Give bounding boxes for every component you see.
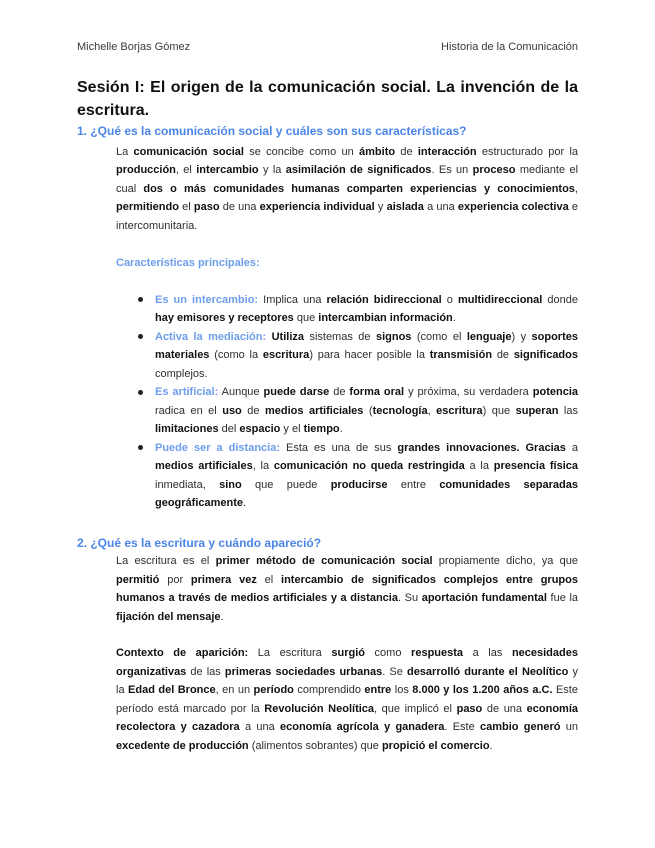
bullet-item [116, 291, 578, 328]
bold-text-run: cambio generó [480, 721, 561, 733]
bold-text-run: fijación del mensaje [116, 610, 221, 623]
text-run: a una [423, 201, 458, 213]
bold-text-run: aportación fundamental [421, 592, 547, 604]
document-header [77, 39, 578, 55]
text-run: . [220, 610, 224, 623]
bold-text-run: hay emisores y receptores [155, 312, 294, 324]
bold-text-run: puede darse [263, 386, 330, 398]
text-run: de las [186, 665, 225, 678]
bold-text-run: permitió [116, 573, 160, 586]
course-title: Historia de la Comunicación [441, 41, 578, 53]
text-run: La escritura [248, 647, 332, 659]
text-run: del [218, 423, 240, 435]
text-run: . Su [397, 592, 422, 604]
document-body [77, 76, 578, 755]
bold-text-run: experiencia colectiva [457, 201, 569, 213]
text-run: los [391, 684, 413, 696]
text-run: a una [239, 721, 280, 733]
text-run: por [159, 573, 191, 586]
text-run: inmediata, [155, 478, 220, 491]
text-run: de [241, 404, 265, 417]
bold-text-run: proceso [472, 164, 516, 176]
text-run: La escritura es el [116, 555, 216, 567]
bold-text-run: primer método de comunicación social [215, 555, 433, 567]
text-run: de [329, 386, 350, 398]
bold-text-run: signos [375, 330, 412, 343]
bold-text-run: espacio [239, 423, 281, 435]
text-run: , que implicó el [374, 702, 457, 715]
bold-text-run: tiempo [303, 423, 340, 435]
bullet-label: Activa la mediación: [155, 330, 267, 343]
author-name: Michelle Borjas Gómez [77, 41, 191, 53]
bold-text-run: período [253, 684, 294, 696]
text-run: ) para hacer posible la [309, 349, 430, 361]
text-run: (alimentos sobrantes) que [248, 739, 382, 752]
text-run: radica en el [155, 404, 223, 417]
bullet-icon [138, 390, 143, 395]
bullet-icon [138, 445, 143, 450]
text-run: de una [219, 201, 260, 213]
text-run: , en un [215, 684, 254, 696]
bold-text-run: forma oral [349, 386, 405, 398]
text-run: fue la [546, 592, 579, 604]
text-run: Implica una [258, 293, 327, 306]
text-run: de [395, 145, 418, 158]
text-run: y la [116, 665, 578, 696]
text-run: ( [363, 404, 373, 417]
text-run: y el [280, 423, 304, 435]
bold-text-run: economía agrícola y ganadera [279, 721, 445, 733]
bullet-icon [138, 297, 143, 302]
bold-text-run: comunicación no queda restringida [273, 460, 465, 472]
bold-text-run: entre [364, 684, 392, 696]
bold-text-run: desarrolló durante el Neolítico [406, 665, 569, 678]
bold-text-run: necesidades organizativas [116, 647, 578, 678]
bold-text-run: aislada [386, 201, 424, 213]
text-run: Aunque [218, 386, 264, 398]
bold-text-run: 8.000 y los 1.200 años a.C. [412, 684, 553, 696]
text-run: propiamente dicho, ya que [432, 555, 578, 567]
text-run: Esta es una de sus [280, 441, 398, 454]
text-run: que puede [241, 478, 331, 491]
characteristics-subheading: Características principales: [116, 256, 260, 269]
text-run: a las [463, 647, 512, 659]
bold-text-run: economía recolectora y cazadora [116, 702, 578, 733]
bullet-item [116, 383, 578, 439]
bold-text-run: paso [193, 201, 220, 213]
bold-text-run: intercambian información [318, 312, 453, 324]
bold-text-run: potencia [532, 386, 578, 398]
bold-text-run: primera vez [190, 573, 257, 586]
bold-text-run: paso [456, 702, 483, 715]
bold-text-run: uso [222, 404, 242, 417]
text-run: a [565, 441, 578, 454]
text-run: . Este [444, 721, 481, 733]
bold-text-run: Contexto de aparición: [116, 647, 249, 659]
bold-text-run: surgió [331, 647, 365, 659]
bold-text-run: asimilación de significados [285, 164, 432, 176]
text-run: . [339, 423, 343, 435]
text-run: (como la [209, 349, 263, 361]
bold-text-run: dos o más comunidades humanas comparten experiencias y conocimientos [143, 182, 575, 195]
bold-text-run: lenguaje [466, 330, 512, 343]
bullet-icon [138, 334, 143, 339]
bold-text-run: respuesta [411, 647, 464, 659]
bold-text-run: Edad del Bronce [128, 684, 216, 696]
bold-text-run: medios artificiales [265, 404, 364, 417]
bold-text-run: grandes innovaciones. Gracias [397, 441, 566, 454]
text-run: y próxima, su verdadera [404, 386, 533, 398]
text-run: estructurado por la [476, 145, 578, 158]
bold-text-run: medios artificiales [155, 460, 253, 472]
bold-text-run: soportes materiales [155, 330, 578, 361]
text-run: como [364, 647, 412, 659]
text-run: comprendido [293, 684, 365, 696]
section-1-paragraph [116, 143, 578, 236]
text-run: , el [175, 164, 197, 176]
section-1-heading: 1. ¿Qué es la comunicación social y cuáles son sus características? [77, 124, 467, 138]
text-run: ) que [482, 404, 516, 417]
text-run: mediante el cual [116, 164, 579, 195]
text-run: un [560, 721, 578, 733]
text-run: que [293, 312, 319, 324]
text-run: de una [482, 702, 527, 715]
bold-text-run: multidireccional [457, 293, 543, 306]
bold-text-run: presencia física [493, 460, 578, 472]
text-run: . Es un [431, 164, 473, 176]
bold-text-run: ámbito [359, 145, 396, 158]
text-run: a la [464, 460, 494, 472]
bullet-label: Es artificial: [155, 386, 219, 398]
text-run: el [178, 201, 194, 213]
text-run: se concibe como un [243, 145, 360, 158]
bold-text-run: producción [116, 164, 176, 176]
text-run: , [427, 404, 437, 417]
bold-text-run: escritura [262, 349, 310, 361]
bold-text-run: permitiendo [116, 201, 179, 213]
bold-text-run: producirse [330, 478, 388, 491]
bold-text-run: relación bidireccional [326, 293, 442, 306]
text-run: donde [542, 293, 578, 306]
text-run: La [116, 145, 134, 158]
bold-text-run: intercambio [196, 164, 259, 176]
bold-text-run: excedente de producción [116, 739, 249, 752]
text-run: . [243, 497, 247, 509]
bold-text-run: sino [219, 478, 242, 491]
bullet-item [116, 328, 578, 384]
bold-text-run: escritura [436, 404, 483, 417]
text-run: y [374, 201, 387, 213]
text-run: ) y [511, 330, 532, 343]
section-2-heading: 2. ¿Qué es la escritura y cuándo apareció? [77, 535, 322, 550]
text-run: y la [258, 164, 286, 176]
section-2-paragraph-context [116, 644, 578, 755]
bold-text-run: intercambio de significados complejos entre grupos humanos a través de medios artificiales y a distancia [116, 573, 578, 604]
session-title: Sesión I: El origen de la comunicación social. La invención de la escritura. [77, 79, 578, 119]
bold-text-run: interacción [417, 145, 477, 158]
bullet-label: Puede ser a distancia: [155, 441, 280, 454]
text-run: Este período está marcado por la [116, 684, 578, 715]
bold-text-run: significados [513, 349, 578, 361]
bullet-text [155, 386, 578, 435]
text-run: , [574, 182, 578, 195]
section-2-paragraph-definition [116, 552, 578, 626]
bullet-item [116, 439, 578, 513]
text-run: entre [387, 478, 440, 491]
text-run: sistemas de [304, 330, 376, 343]
text-run: las [558, 404, 578, 417]
bullet-label: Es un intercambio: [155, 293, 259, 306]
bold-text-run: experiencia individual [259, 201, 375, 213]
text-run: . [452, 312, 456, 324]
bold-text-run: Utiliza [271, 330, 304, 343]
text-run: de [492, 349, 514, 361]
text-run: . [489, 739, 493, 752]
bold-text-run: Revolución Neolítica [264, 702, 375, 715]
text-run: , la [252, 460, 274, 472]
text-run: complejos. [155, 367, 208, 380]
text-run: e intercomunitaria. [116, 201, 578, 232]
bold-text-run: superan [515, 404, 559, 417]
bold-text-run: tecnología [372, 404, 428, 417]
text-run: el [256, 573, 282, 586]
bold-text-run: propició el comercio [381, 739, 490, 752]
bold-text-run: comunidades separadas geográficamente [155, 478, 578, 509]
text-run: o [441, 293, 458, 306]
bold-text-run: limitaciones [155, 423, 219, 435]
characteristics-list [116, 291, 578, 513]
bold-text-run: comunicación social [133, 145, 244, 158]
bold-text-run: primeras sociedades urbanas [224, 665, 383, 678]
text-run: (como el [411, 330, 467, 343]
bold-text-run: transmisión [429, 349, 493, 361]
text-run: . Se [382, 665, 407, 678]
